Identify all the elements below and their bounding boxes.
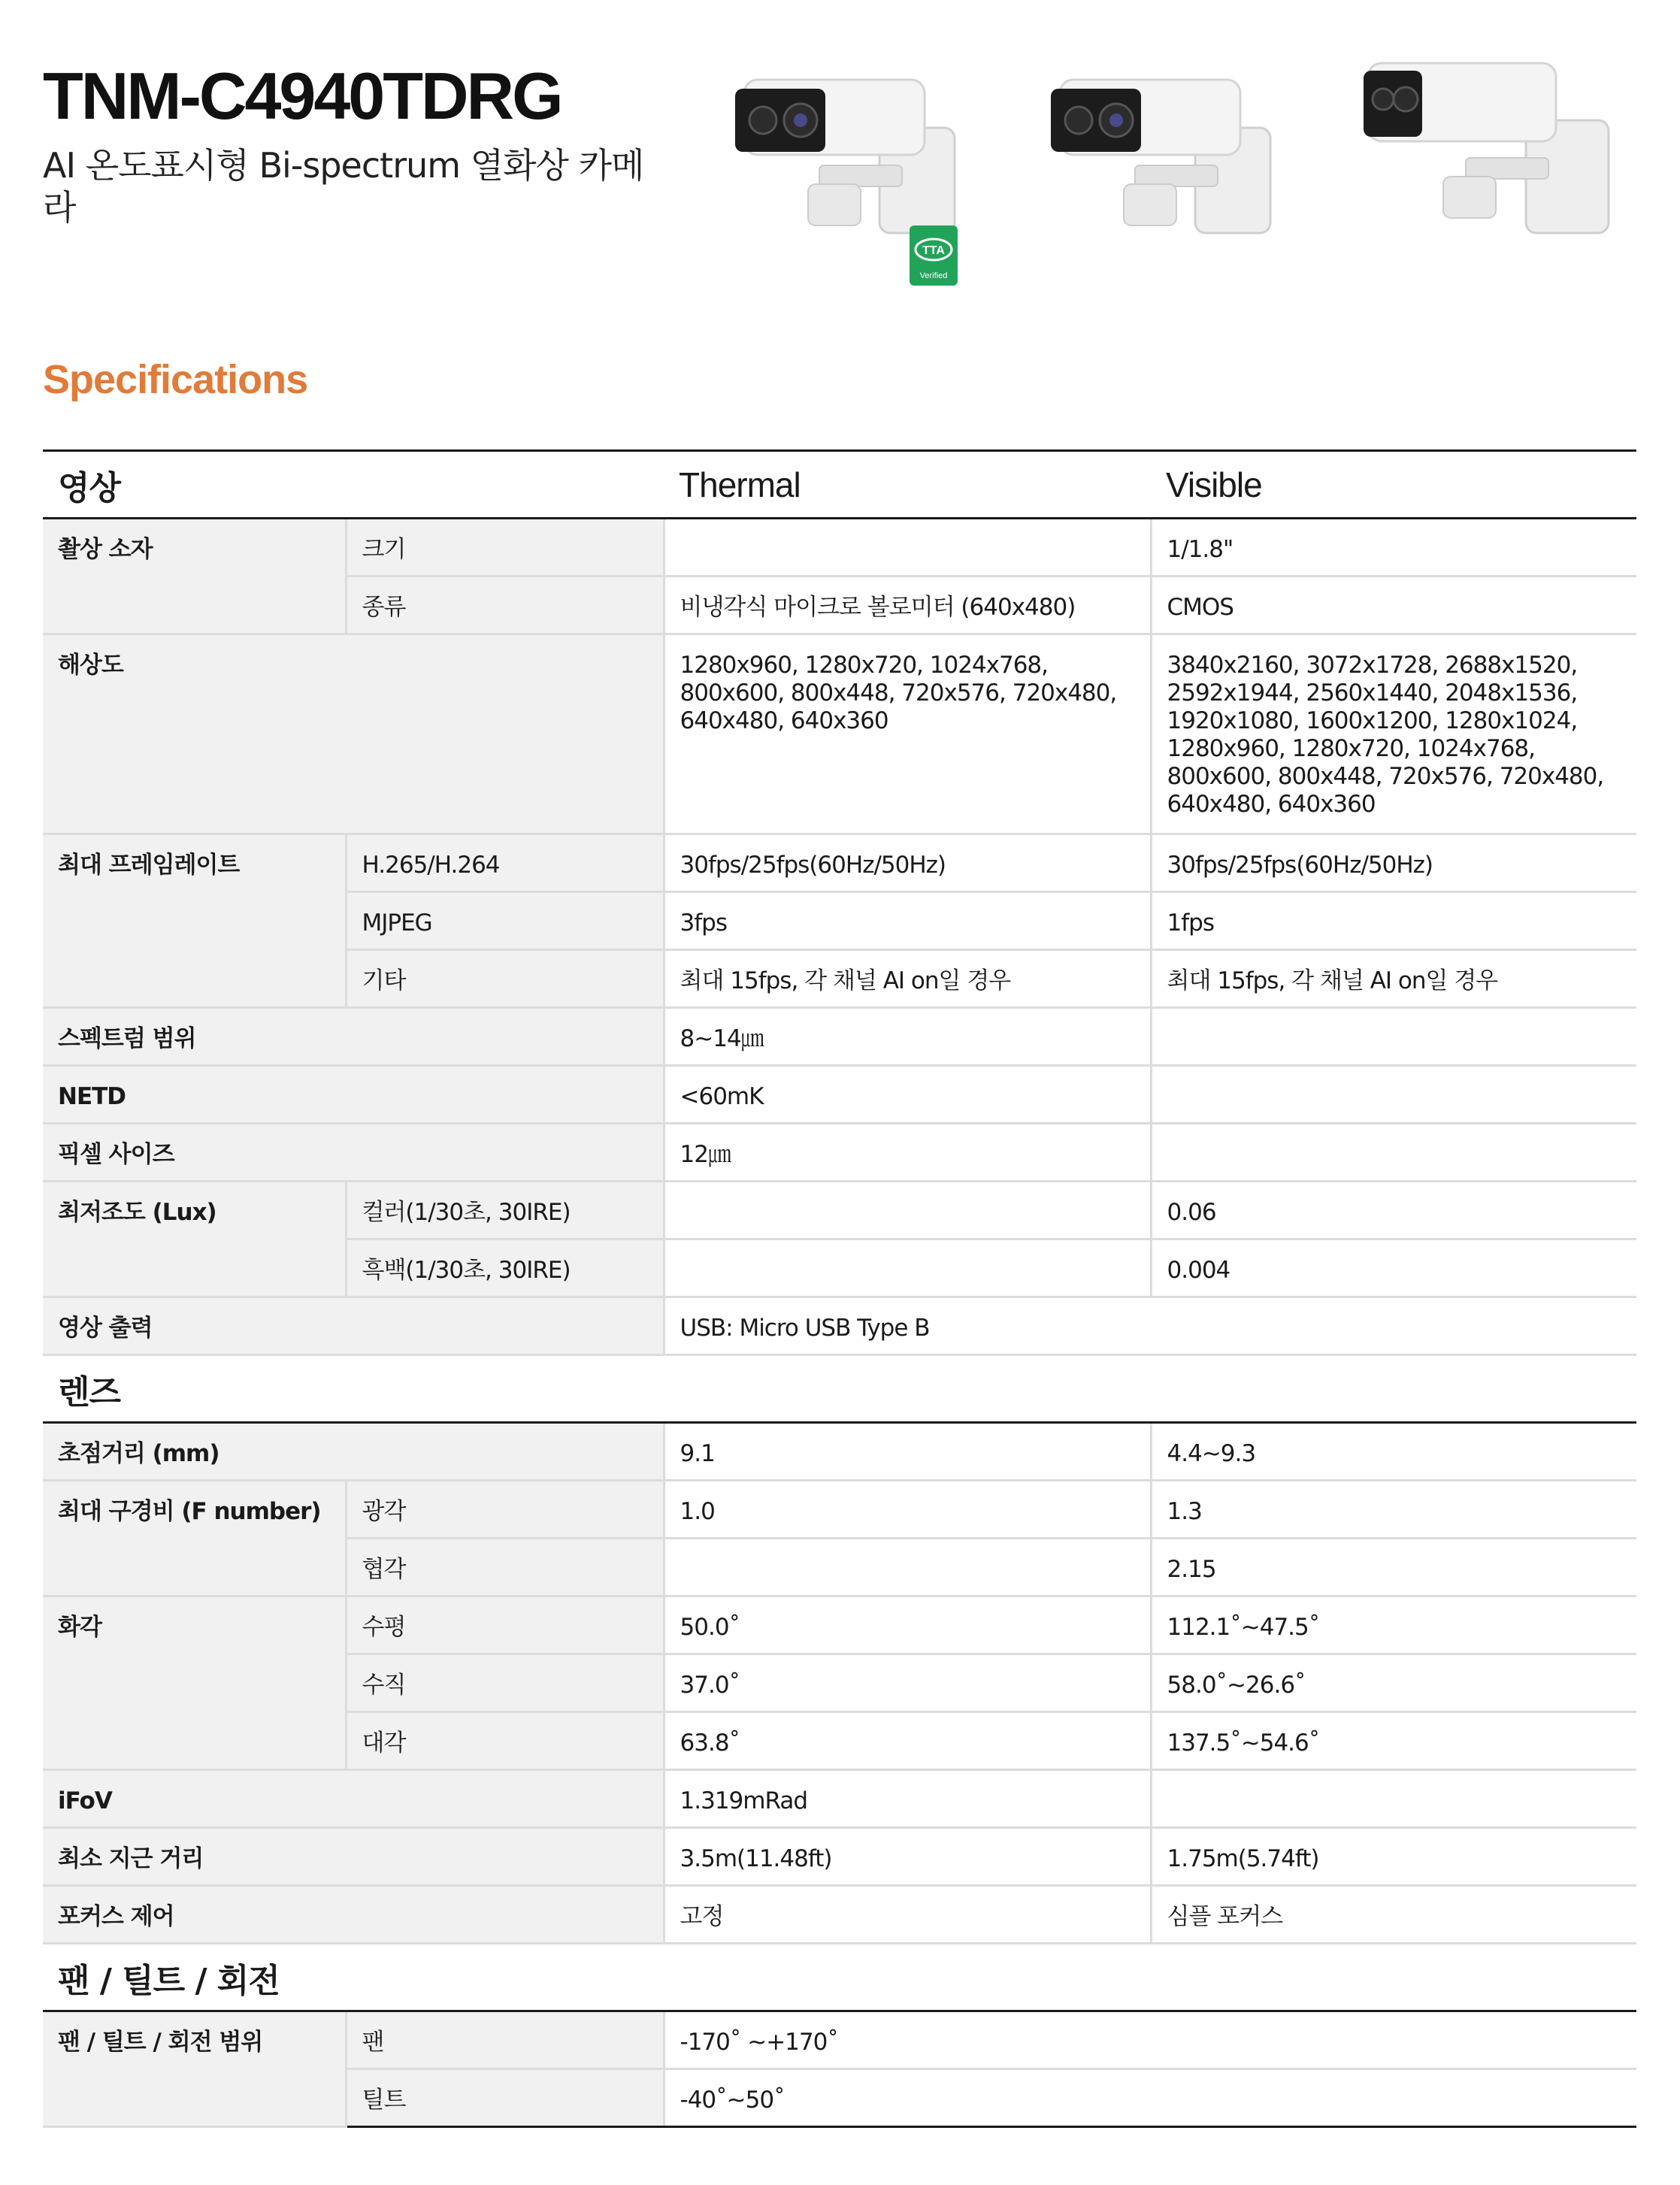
value-visible: 1.3	[1151, 1481, 1636, 1539]
value-thermal: 1.0	[664, 1481, 1151, 1539]
value-visible: 0.06	[1151, 1182, 1636, 1239]
row-label-min-illumination: 최저조도 (Lux)	[43, 1182, 346, 1297]
section-header-pan-tilt-rotate	[43, 1944, 1636, 2011]
tta-badge-caption: Verified	[919, 271, 948, 280]
value-visible	[1151, 1124, 1636, 1182]
row-label-framerate: 최대 프레임레이트	[43, 834, 346, 1008]
table-row	[43, 1886, 1636, 1944]
row-label-resolution: 해상도	[43, 634, 664, 834]
row-label-netd: NETD	[43, 1066, 664, 1124]
value-video-output: USB: Micro USB Type B	[664, 1297, 1636, 1355]
sub-label-color: 컬러(1/30초, 30IRE)	[346, 1182, 664, 1239]
value-visible	[1151, 1770, 1636, 1828]
table-row	[43, 519, 1636, 577]
camera-angle-view-icon	[1037, 53, 1308, 248]
table-row	[43, 1770, 1636, 1828]
row-label-min-distance: 최소 지근 거리	[43, 1828, 664, 1886]
value-visible: 1/1.8"	[1151, 519, 1636, 577]
value-thermal	[664, 1182, 1151, 1239]
value-thermal: 고정	[664, 1886, 1151, 1944]
sub-label-bw: 흑백(1/30초, 30IRE)	[346, 1239, 664, 1297]
value-thermal: 1.319mRad	[664, 1770, 1151, 1828]
section-header-lens	[43, 1355, 1636, 1423]
table-row	[43, 1596, 1636, 1654]
sub-label-mjpeg: MJPEG	[346, 892, 664, 950]
sub-label-size: 크기	[346, 519, 664, 577]
sub-label-diagonal: 대각	[346, 1712, 664, 1770]
sub-label-horizontal: 수평	[346, 1596, 664, 1654]
value-visible: 137.5˚~54.6˚	[1151, 1712, 1636, 1770]
section-header-video	[43, 451, 1636, 519]
value-thermal: 9.1	[664, 1423, 1151, 1481]
value-pan-range: -170˚ ~+170˚	[664, 2011, 1636, 2069]
specifications-table	[43, 449, 1636, 2128]
value-visible: 1.75m(5.74ft)	[1151, 1828, 1636, 1886]
value-visible: 4.4~9.3	[1151, 1423, 1636, 1481]
row-label-ptr-range: 팬 / 틸트 / 회전 범위	[43, 2011, 346, 2127]
value-visible: 30fps/25fps(60Hz/50Hz)	[1151, 834, 1636, 892]
tta-badge-text: TTA	[922, 244, 945, 257]
value-thermal: <60mK	[664, 1066, 1151, 1124]
table-row	[43, 1182, 1636, 1239]
row-label-aperture: 최대 구경비 (F number)	[43, 1481, 346, 1596]
table-row	[43, 1008, 1636, 1066]
sub-label-type: 종류	[346, 577, 664, 634]
value-visible: 58.0˚~26.6˚	[1151, 1654, 1636, 1712]
sub-label-tele: 협각	[346, 1539, 664, 1596]
product-images	[707, 53, 1639, 301]
value-visible: 112.1˚~47.5˚	[1151, 1596, 1636, 1654]
value-visible: 0.004	[1151, 1239, 1636, 1297]
sub-label-h265: H.265/H.264	[346, 834, 664, 892]
value-visible: 1fps	[1151, 892, 1636, 950]
value-thermal	[664, 519, 1151, 577]
table-row	[43, 1828, 1636, 1886]
value-thermal: 8~14㎛	[664, 1008, 1151, 1066]
value-tilt-range: -40˚~50˚	[664, 2069, 1636, 2127]
table-row	[43, 1423, 1636, 1481]
camera-front-view-icon	[722, 53, 992, 248]
column-header-visible: Visible	[1151, 451, 1636, 519]
table-row	[43, 1124, 1636, 1182]
row-label-ifov: iFoV	[43, 1770, 664, 1828]
value-visible: CMOS	[1151, 577, 1636, 634]
table-row	[43, 2011, 1636, 2069]
value-thermal: 12㎛	[664, 1124, 1151, 1182]
value-thermal	[664, 1539, 1151, 1596]
row-label-spectrum: 스펙트럼 범위	[43, 1008, 664, 1066]
value-visible: 2.15	[1151, 1539, 1636, 1596]
table-row	[43, 1481, 1636, 1539]
tta-verified-badge-icon	[910, 225, 958, 286]
product-subtitle: AI 온도표시형 Bi-spectrum 열화상 카메라	[43, 145, 644, 228]
specifications-heading: Specifications	[43, 357, 308, 402]
value-thermal: 비냉각식 마이크로 볼로미터 (640x480)	[664, 577, 1151, 634]
sub-label-other: 기타	[346, 950, 664, 1008]
value-thermal: 50.0˚	[664, 1596, 1151, 1654]
value-thermal	[664, 1239, 1151, 1297]
value-thermal: 1280x960, 1280x720, 1024x768, 800x600, 800x448, 720x576, 720x480, 640x480, 640x360	[664, 634, 1151, 834]
row-label-focus-control: 포커스 제어	[43, 1886, 664, 1944]
section-title-pan-tilt-rotate: 팬 / 틸트 / 회전	[43, 1944, 1636, 2011]
value-thermal: 30fps/25fps(60Hz/50Hz)	[664, 834, 1151, 892]
column-header-thermal: Thermal	[664, 451, 1151, 519]
sub-label-vertical: 수직	[346, 1654, 664, 1712]
value-visible	[1151, 1008, 1636, 1066]
product-model-title: TNM-C4940TDRG	[43, 59, 562, 133]
sub-label-pan: 팬	[346, 2011, 664, 2069]
value-thermal: 3fps	[664, 892, 1151, 950]
value-thermal: 37.0˚	[664, 1654, 1151, 1712]
camera-side-view-icon	[1353, 53, 1624, 248]
table-row	[43, 1066, 1636, 1124]
value-visible: 3840x2160, 3072x1728, 2688x1520, 2592x1944, 2560x1440, 2048x1536, 1920x1080, 1600x1200, 1280x1024, 1280x960, 1280x720, 1024x768, 800x600, 800x448, 720x576, 720x480, 640x480, 640x360	[1151, 634, 1636, 834]
value-thermal: 63.8˚	[664, 1712, 1151, 1770]
value-thermal: 3.5m(11.48ft)	[664, 1828, 1151, 1886]
row-label-field-of-view: 화각	[43, 1596, 346, 1770]
table-row	[43, 1297, 1636, 1355]
table-row	[43, 634, 1636, 834]
row-label-sensor: 촬상 소자	[43, 519, 346, 634]
sub-label-tilt: 틸트	[346, 2069, 664, 2127]
table-row	[43, 834, 1636, 892]
value-visible	[1151, 1066, 1636, 1124]
row-label-video-output: 영상 출력	[43, 1297, 664, 1355]
sub-label-wide: 광각	[346, 1481, 664, 1539]
row-label-focal-length: 초점거리 (mm)	[43, 1423, 664, 1481]
section-title-lens: 렌즈	[43, 1355, 1636, 1423]
value-visible: 최대 15fps, 각 채널 AI on일 경우	[1151, 950, 1636, 1008]
section-title-video: 영상	[43, 451, 664, 519]
value-thermal: 최대 15fps, 각 채널 AI on일 경우	[664, 950, 1151, 1008]
value-visible: 심플 포커스	[1151, 1886, 1636, 1944]
row-label-pixel-size: 픽셀 사이즈	[43, 1124, 664, 1182]
